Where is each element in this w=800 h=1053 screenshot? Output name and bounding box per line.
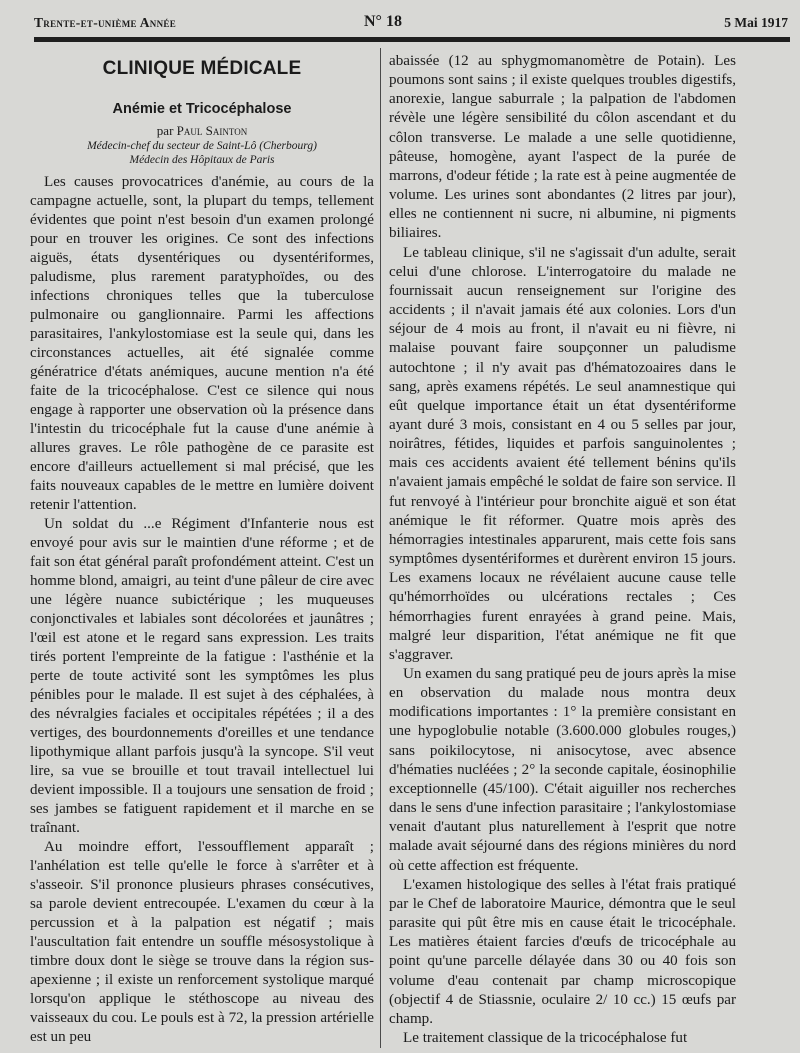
column-divider: [380, 48, 381, 1048]
byline-prefix: par: [156, 123, 174, 138]
header-rule: [34, 37, 790, 42]
paragraph: Un examen du sang pratiqué peu de jours après la mise en observation du malade nous montra deux modifications importantes : 1° la première consistant en une hypoglobulie notable (3.600.000 globules rouges,) sans poikilocytose, ni anisocytose, avec absence d'hématies nucléées ; 2° la seconde capitale, éosinophilie exceptionnelle (45/100). C'était aiguiller nos recherches dans le sens d'une infection parasitaire ; l'ankylostomiase venait d'autant plus naturellement à l'esprit que notre malade avait séjourné dans des régions minières du nord où cette affection est fréquente.: [389, 666, 736, 874]
paragraph: Un soldat du ...e Régiment d'Infanterie nous est envoyé pour avis sur le maintien d'une réforme ; et de fait son état général paraît profondément atteint. C'est un homme blond, amaigri, au teint d'une pâleur de cire avec une légère nuance subictérique ; les muqueuses conjonctivales et labiales sont décolorées et jaunâtres ; l'œil est atone et le regard sans expression. Les traits tirés portent l'empreinte de la fatigue : l'asthénie et la perte de toute activité sont les symptômes les plus pénibles pour le malade. Il est sujet à des céphalées, à des névralgies faciales et occipitales répétées ; il a des vertiges, des bourdonnements d'oreilles et une tendance lipothymique allant parfois jusqu'à la syncope. S'il veut lire, sa vue se brouille et tout travail intellectuel lui devient impossible. Il a toujours une sensation de froid ; ses jambes se fatiguent rapidement et il marche en se traînant.: [30, 516, 374, 836]
author-affiliation-2: Médecin des Hôpitaux de Paris: [129, 154, 275, 166]
paragraph: Le tableau clinique, s'il ne s'agissait d'un adulte, serait celui d'une chlorose. L'interrogatoire du malade ne fournissait aucun renseignement sur l'origine des accidents ; il n'avait jamais été aux colonies. Lors d'un séjour de 4 mois au front, il n'avait eu ni fièvre, ni malaise pouvant faire soupçonner un paludisme autochtone ; il n'y avait pas d'hématozoaires dans le sang, après examens répétés. Le seul anamnestique qui eût quelque importance était un état dysentériforme ayant duré 3 mois, consistant en 4 ou 5 selles par jour, noirâtres, fétides, liquides et parfois sanguinolentes ; mais ces accidents avaient été tellement bénins qu'ils n'avaient jamais empêché le soldat de faire son service. Il fut renvoyé à l'intérieur pour bronchite aiguë et son état anémique le fit réformer. Quatre mois après des hémorragies intestinales apparurent, mais cette fois sans symptômes dysentériformes et durèrent environ 15 jours. Les examens locaux ne révélaient aucune cause telle qu'hémorrhoïdes ou ulcérations rectales ; Ces hémorrhagies furent enrayées à grand peine. Mais, malgré leur disparition, l'état anémique ne fit que s'aggraver.: [389, 244, 736, 663]
issue-date: 5 Mai 1917: [724, 15, 788, 30]
author-name: Paul Sainton: [176, 123, 248, 138]
byline: [30, 123, 374, 139]
author-affiliation-1: Médecin-chef du secteur de Saint-Lô (Cherbourg): [87, 140, 317, 152]
article-title: Anémie et Tricocéphalose: [112, 101, 292, 117]
left-column: [30, 52, 374, 1047]
right-column: [389, 52, 736, 1048]
paragraph: L'examen histologique des selles à l'état frais pratiqué par le Chef de laboratoire Maurice, démontra que le seul parasite qui pût être mis en cause était le tricocéphale. Les matières étaient farcies d'œufs de tricocéphale au point qu'une parcelle délayée dans 30 ou 40 fois son volume d'eau contenait par champ microscopique (objectif 4 de Stiassnie, oculaire 2/ 10 cc.) 15 œufs par champ.: [389, 876, 736, 1027]
paragraph: Les causes provocatrices d'anémie, au cours de la campagne actuelle, sont, la plupart du temps, tellement évidentes que point n'est besoin d'un examen prolongé pour en trouver les origines. Ce sont des infections aiguës, états dysentériques ou dysentériformes, paludisme, plus rarement paratyphoïdes, ou des infections chroniques telles que la tuberculose pulmonaire ou ganglionnaire. Parmi les affections parasitaires, l'ankylostomiase est la seule qui, dans les circonstances actuelles, ait été signalée comme génératrice d'états anémiques, aucune mention n'a été faite de la tricocéphalose. C'est ce silence qui nous engage à rapporter une observation où la présence dans l'intestin du tricocéphale fut la cause d'une anémie à allures graves. Le rôle pathogène de ce parasite est encore d'ailleurs actuellement si mal précisé, que les faits nouveaux capables de le mettre en lumière doivent retenir l'attention.: [30, 174, 374, 513]
issue-number: N° 18: [364, 13, 402, 30]
section-title: CLINIQUE MÉDICALE: [102, 58, 302, 79]
paragraph: Le traitement classique de la tricocéphalose fut: [403, 1029, 688, 1046]
paragraph: abaissée (12 au sphygmomanomètre de Potain). Les poumons sont sains ; il existe quelques troubles digestifs, anorexie, langue saburrale ; la palpation de l'abdomen révèle une légère sensibilité du côlon ascendant et du côlon transverse. Le malade a une selle quotidienne, pâteuse, homogène, ayant l'aspect de la purée de marrons, d'odeur fétide ; la rate est à peine augmentée de volume. Les urines sont abondantes (2 litres par jour), elles ne contiennent ni sucre, ni albumine, ni pigments biliaires.: [389, 53, 736, 242]
volume-label: Trente-et-unième Année: [34, 15, 176, 30]
page-header: [34, 13, 788, 33]
paragraph: Au moindre effort, l'essoufflement apparaît ; l'anhélation est telle qu'elle le force à s'arrêter et à s'asseoir. S'il prononce plusieurs phrases consécutives, sa parole devient entrecoupée. L'examen du cœur à la percussion et à la palpation est négatif ; mais l'auscultation fait entendre un souffle mésosystolique à timbre doux dont le siège se trouve dans la région sus-apexienne ; il existe un renforcement systolique marqué lorsqu'on applique le stéthoscope au niveau des vaisseaux du cou. Le pouls est à 72, la pression artérielle est un peu: [30, 839, 374, 1045]
